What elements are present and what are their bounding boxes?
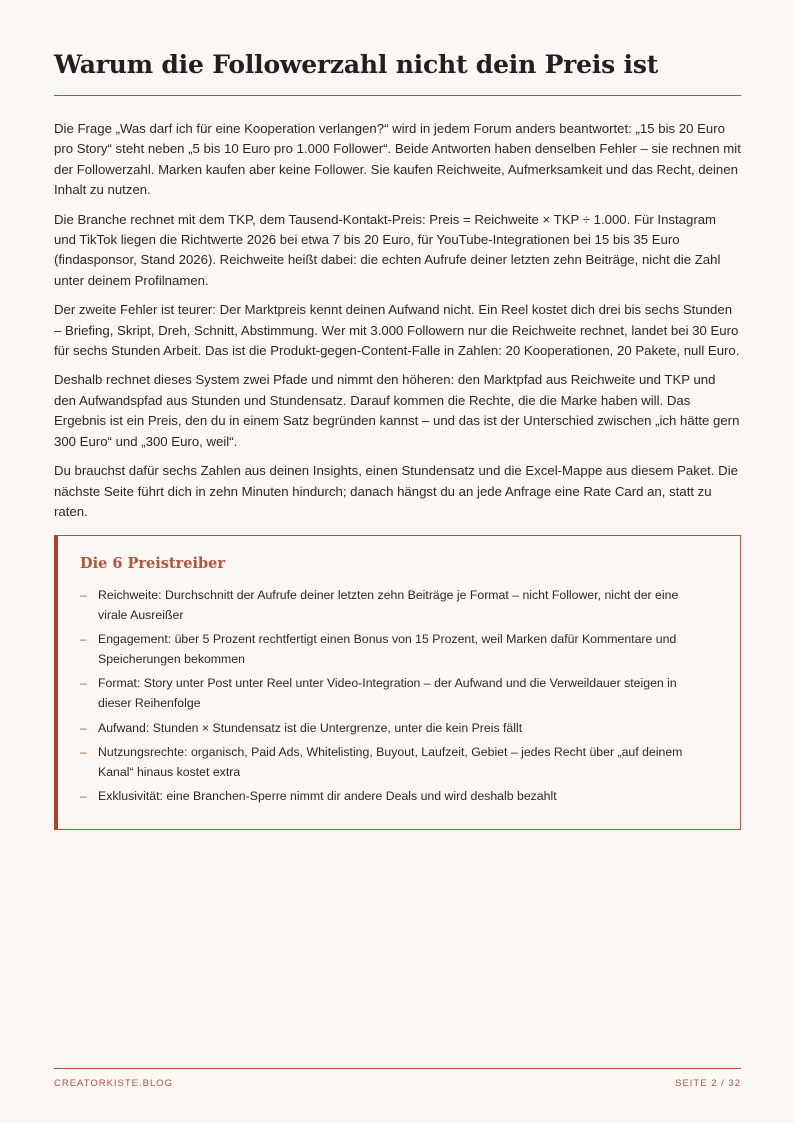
paragraph: Du brauchst dafür sechs Zahlen aus deinen Insights, einen Stundensatz und die Excel-Mappe aus diesem Paket. Die nächste Seite führt dich in zehn Minuten hindurch; danach hängst du an jede Anfrage eine Rate Card an, statt zu raten.	[54, 463, 738, 519]
list-item-text: Reichweite: Durchschnitt der Aufrufe deiner letzten zehn Beiträge je Format – nicht Follower, nicht der eine virale Ausreißer	[98, 588, 679, 622]
page-number: SEITE 2 / 32	[675, 1078, 741, 1089]
dash-bullet-icon: –	[80, 720, 87, 735]
list-item	[80, 674, 700, 713]
footer-site-link[interactable]: CREATORKISTE.BLOG	[54, 1078, 174, 1089]
footer-divider	[54, 1068, 741, 1069]
document-page	[54, 0, 741, 1123]
list-item-text: Engagement: über 5 Prozent rechtfertigt einen Bonus von 15 Prozent, weil Marken dafür Kommentare und Speicherungen bekommen	[98, 632, 677, 666]
dash-bullet-icon: –	[80, 745, 87, 760]
body-text	[54, 119, 741, 531]
page-title: Warum die Followerzahl nicht dein Preis ist	[54, 50, 659, 79]
list-item-text: Format: Story unter Post unter Reel unter Video-Integration – der Aufwand und die Verweildauer steigen in dieser Reihenfolge	[98, 676, 677, 710]
callout-title: Die 6 Preistreiber	[80, 555, 226, 572]
paragraph: Die Frage „Was darf ich für eine Kooperation verlangen?“ wird in jedem Forum anders beantwortet: „15 bis 20 Euro pro Story“ steht neben „5 bis 10 Euro pro 1.000 Follower“. Beide Antworten haben denselben Fehler – sie rechnen mit der Followerzahl. Marken kaufen aber keine Follower. Sie kaufen Reichweite, Aufmerksamkeit und das Recht, deinen Inhalt zu nutzen.	[54, 121, 741, 198]
list-item	[80, 743, 700, 782]
list-item	[80, 630, 700, 669]
list-item	[80, 787, 700, 807]
paragraph: Der zweite Fehler ist teurer: Der Marktpreis kennt deinen Aufwand nicht. Ein Reel kostet dich drei bis sechs Stunden – Briefing, Skript, Dreh, Schnitt, Abstimmung. Wer mit 3.000 Followern nur die Reichweite rechnet, landet bei 30 Euro für sechs Stunden Arbeit. Das ist die Produkt-gegen-Content-Falle in Zahlen: 20 Kooperationen, 20 Pakete, null Euro.	[54, 302, 740, 359]
dash-bullet-icon: –	[80, 632, 87, 647]
dash-bullet-icon: –	[80, 789, 87, 804]
list-item-text: Aufwand: Stunden × Stundensatz ist die Untergrenze, unter die kein Preis fällt	[98, 720, 523, 735]
list-item-text: Exklusivität: eine Branchen-Sperre nimmt dir andere Deals und wird deshalb bezahlt	[98, 789, 557, 804]
list-item-text: Nutzungsrechte: organisch, Paid Ads, Whitelisting, Buyout, Laufzeit, Gebiet – jedes Recht über „auf deinem Kanal“ hinaus kostet extra	[98, 745, 683, 779]
paragraph: Deshalb rechnet dieses System zwei Pfade und nimmt den höheren: den Marktpfad aus Reichweite und TKP und den Aufwandspfad aus Stunden und Stundensatz. Darauf kommen die Rechte, die die Marke haben will. Das Ergebnis ist ein Preis, den du in einem Satz begründen kannst – und das ist der Unterschied zwischen „ich hätte gern 300 Euro“ und „300 Euro, weil“.	[54, 372, 740, 449]
list-item	[80, 719, 700, 739]
list-item	[80, 586, 700, 625]
price-drivers-box	[54, 535, 741, 830]
paragraph: Die Branche rechnet mit dem TKP, dem Tausend-Kontakt-Preis: Preis = Reichweite × TKP ÷ 1.000. Für Instagram und TikTok liegen die Richtwerte 2026 bei etwa 7 bis 20 Euro, für YouTube-Integrationen bei 15 bis 35 Euro (findasponsor, Stand 2026). Reichweite heißt dabei: die echten Aufrufe deiner letzten zehn Beiträge, nicht die Zahl unter deinem Profilnamen.	[54, 211, 721, 288]
price-drivers-list	[80, 586, 700, 812]
dash-bullet-icon: –	[80, 676, 87, 691]
dash-bullet-icon: –	[80, 588, 87, 602]
title-divider	[54, 95, 741, 96]
